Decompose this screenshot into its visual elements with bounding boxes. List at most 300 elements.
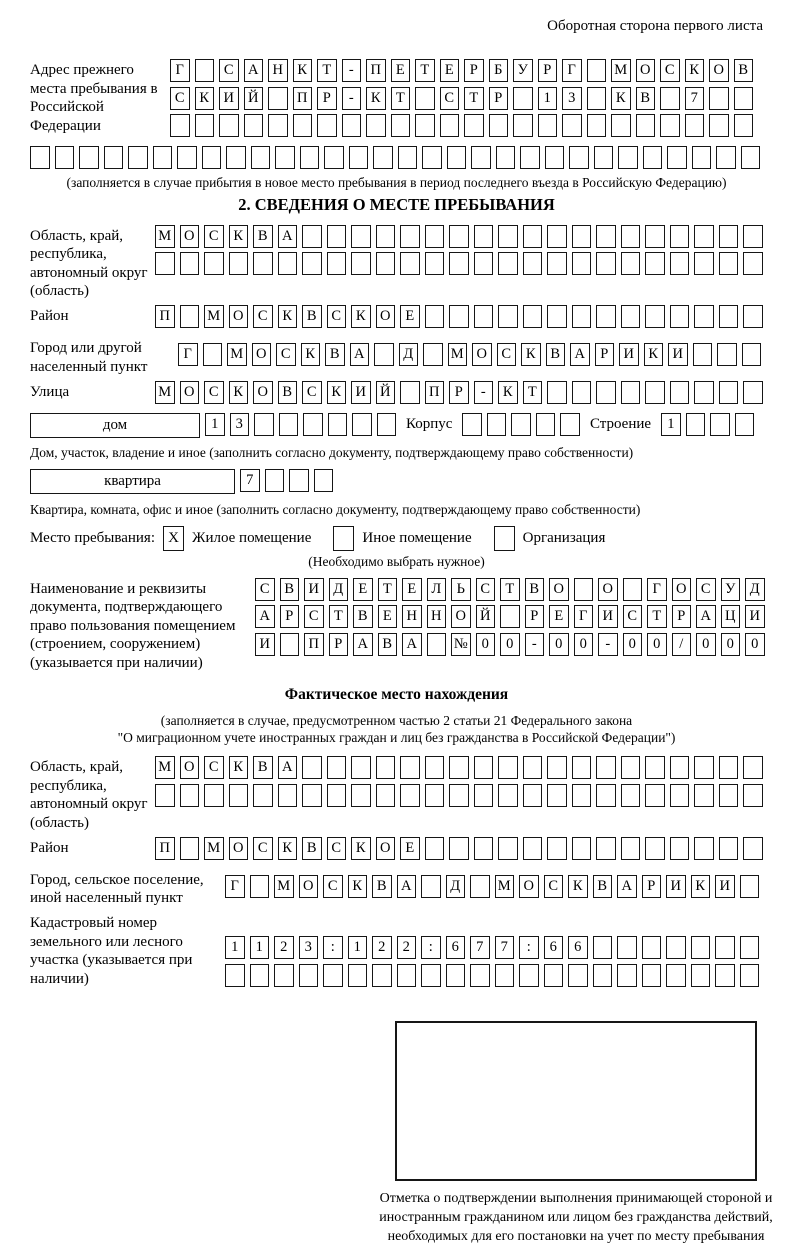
form-cell[interactable] bbox=[621, 756, 641, 779]
form-cell[interactable]: К bbox=[229, 381, 249, 404]
form-cell[interactable]: Н bbox=[402, 605, 422, 628]
form-cell[interactable] bbox=[692, 146, 712, 169]
form-cell[interactable]: Т bbox=[464, 87, 484, 110]
form-cell[interactable]: А bbox=[278, 225, 298, 248]
form-cell[interactable] bbox=[636, 114, 656, 137]
form-cell[interactable]: С bbox=[170, 87, 190, 110]
form-cell[interactable]: - bbox=[525, 633, 545, 656]
form-cell[interactable]: И bbox=[304, 578, 324, 601]
form-cell[interactable] bbox=[254, 413, 274, 436]
form-cell[interactable] bbox=[487, 413, 507, 436]
form-cell[interactable]: О bbox=[180, 756, 200, 779]
form-cell[interactable]: 7 bbox=[495, 936, 515, 959]
form-cell[interactable]: А bbox=[397, 875, 417, 898]
form-cell[interactable] bbox=[691, 964, 711, 987]
form-cell[interactable] bbox=[523, 784, 543, 807]
form-cell[interactable]: О bbox=[598, 578, 618, 601]
form-cell[interactable] bbox=[180, 305, 200, 328]
stay-type-checkbox-organization[interactable] bbox=[494, 526, 515, 551]
form-cell[interactable] bbox=[562, 114, 582, 137]
form-cell[interactable]: М bbox=[495, 875, 515, 898]
form-cell[interactable]: М bbox=[611, 59, 631, 82]
form-cell[interactable] bbox=[670, 305, 690, 328]
form-cell[interactable] bbox=[425, 837, 445, 860]
form-cell[interactable] bbox=[180, 784, 200, 807]
form-cell[interactable] bbox=[618, 146, 638, 169]
form-cell[interactable]: Д bbox=[399, 343, 419, 366]
form-cell[interactable] bbox=[449, 305, 469, 328]
form-cell[interactable] bbox=[400, 252, 420, 275]
form-cell[interactable] bbox=[314, 469, 334, 492]
form-cell[interactable]: О bbox=[672, 578, 692, 601]
form-cell[interactable] bbox=[719, 305, 739, 328]
form-cell[interactable]: Ц bbox=[721, 605, 741, 628]
stay-type-checkbox-other[interactable] bbox=[333, 526, 354, 551]
form-cell[interactable] bbox=[621, 837, 641, 860]
form-cell[interactable]: А bbox=[353, 633, 373, 656]
form-cell[interactable]: И bbox=[351, 381, 371, 404]
form-cell[interactable] bbox=[743, 837, 763, 860]
form-cell[interactable] bbox=[253, 252, 273, 275]
form-cell[interactable] bbox=[621, 252, 641, 275]
form-cell[interactable]: И bbox=[619, 343, 639, 366]
form-cell[interactable] bbox=[299, 964, 319, 987]
form-cell[interactable] bbox=[734, 114, 754, 137]
form-cell[interactable]: 6 bbox=[568, 936, 588, 959]
form-cell[interactable] bbox=[351, 225, 371, 248]
form-cell[interactable]: В bbox=[546, 343, 566, 366]
form-cell[interactable] bbox=[594, 146, 614, 169]
form-cell[interactable] bbox=[572, 225, 592, 248]
form-cell[interactable]: А bbox=[350, 343, 370, 366]
form-cell[interactable]: 2 bbox=[372, 936, 392, 959]
form-cell[interactable] bbox=[694, 837, 714, 860]
form-cell[interactable] bbox=[177, 146, 197, 169]
form-cell[interactable]: О bbox=[252, 343, 272, 366]
form-cell[interactable]: В bbox=[302, 837, 322, 860]
form-cell[interactable]: 0 bbox=[623, 633, 643, 656]
form-cell[interactable] bbox=[377, 413, 397, 436]
form-cell[interactable]: 1 bbox=[661, 413, 681, 436]
form-cell[interactable]: Р bbox=[538, 59, 558, 82]
form-cell[interactable] bbox=[229, 784, 249, 807]
form-cell[interactable] bbox=[523, 305, 543, 328]
form-cell[interactable]: П bbox=[155, 305, 175, 328]
form-cell[interactable] bbox=[351, 756, 371, 779]
form-cell[interactable] bbox=[317, 114, 337, 137]
form-cell[interactable] bbox=[709, 114, 729, 137]
form-cell[interactable]: М bbox=[227, 343, 247, 366]
form-cell[interactable]: К bbox=[351, 305, 371, 328]
form-cell[interactable]: Р bbox=[280, 605, 300, 628]
form-cell[interactable] bbox=[621, 225, 641, 248]
form-cell[interactable]: О bbox=[636, 59, 656, 82]
form-cell[interactable]: Р bbox=[329, 633, 349, 656]
form-cell[interactable]: В bbox=[525, 578, 545, 601]
form-cell[interactable] bbox=[596, 381, 616, 404]
form-cell[interactable]: В bbox=[636, 87, 656, 110]
form-cell[interactable]: К bbox=[685, 59, 705, 82]
form-cell[interactable]: И bbox=[745, 605, 765, 628]
form-cell[interactable] bbox=[694, 784, 714, 807]
form-cell[interactable] bbox=[425, 252, 445, 275]
form-cell[interactable]: Р bbox=[449, 381, 469, 404]
form-cell[interactable]: О bbox=[180, 381, 200, 404]
form-cell[interactable]: 2 bbox=[397, 936, 417, 959]
form-cell[interactable] bbox=[400, 381, 420, 404]
form-cell[interactable]: О bbox=[376, 837, 396, 860]
form-cell[interactable]: П bbox=[304, 633, 324, 656]
form-cell[interactable] bbox=[670, 784, 690, 807]
form-cell[interactable] bbox=[596, 225, 616, 248]
form-cell[interactable] bbox=[374, 343, 394, 366]
form-cell[interactable]: 1 bbox=[205, 413, 225, 436]
form-cell[interactable]: Г bbox=[574, 605, 594, 628]
form-cell[interactable]: С bbox=[255, 578, 275, 601]
form-cell[interactable] bbox=[743, 252, 763, 275]
form-cell[interactable]: К bbox=[348, 875, 368, 898]
form-cell[interactable] bbox=[596, 252, 616, 275]
form-cell[interactable] bbox=[715, 964, 735, 987]
form-cell[interactable] bbox=[202, 146, 222, 169]
form-cell[interactable] bbox=[376, 225, 396, 248]
form-cell[interactable] bbox=[229, 252, 249, 275]
form-cell[interactable]: Е bbox=[400, 837, 420, 860]
form-cell[interactable]: Е bbox=[440, 59, 460, 82]
form-cell[interactable] bbox=[498, 252, 518, 275]
form-cell[interactable]: С bbox=[204, 381, 224, 404]
form-cell[interactable]: С bbox=[323, 875, 343, 898]
form-cell[interactable] bbox=[324, 146, 344, 169]
form-cell[interactable]: С bbox=[544, 875, 564, 898]
form-cell[interactable]: О bbox=[299, 875, 319, 898]
form-cell[interactable] bbox=[180, 837, 200, 860]
form-cell[interactable]: К bbox=[366, 87, 386, 110]
form-cell[interactable] bbox=[670, 756, 690, 779]
form-cell[interactable]: С bbox=[304, 605, 324, 628]
form-cell[interactable] bbox=[715, 936, 735, 959]
form-cell[interactable] bbox=[180, 252, 200, 275]
form-cell[interactable]: Й bbox=[476, 605, 496, 628]
form-cell[interactable] bbox=[279, 413, 299, 436]
form-cell[interactable] bbox=[155, 784, 175, 807]
form-cell[interactable]: И bbox=[598, 605, 618, 628]
form-cell[interactable]: А bbox=[696, 605, 716, 628]
form-cell[interactable]: - bbox=[342, 87, 362, 110]
form-cell[interactable] bbox=[496, 146, 516, 169]
form-cell[interactable] bbox=[128, 146, 148, 169]
form-cell[interactable] bbox=[449, 784, 469, 807]
form-cell[interactable] bbox=[251, 146, 271, 169]
form-cell[interactable]: В bbox=[253, 756, 273, 779]
form-cell[interactable]: № bbox=[451, 633, 471, 656]
form-cell[interactable]: С bbox=[327, 837, 347, 860]
form-cell[interactable]: А bbox=[244, 59, 264, 82]
form-cell[interactable]: В bbox=[302, 305, 322, 328]
form-cell[interactable] bbox=[617, 936, 637, 959]
form-cell[interactable]: О bbox=[472, 343, 492, 366]
form-cell[interactable] bbox=[523, 837, 543, 860]
form-cell[interactable] bbox=[743, 784, 763, 807]
form-cell[interactable] bbox=[253, 784, 273, 807]
form-cell[interactable] bbox=[511, 413, 531, 436]
form-cell[interactable]: М bbox=[155, 225, 175, 248]
form-cell[interactable]: М bbox=[155, 381, 175, 404]
form-cell[interactable] bbox=[716, 146, 736, 169]
form-cell[interactable] bbox=[740, 875, 760, 898]
form-cell[interactable] bbox=[342, 114, 362, 137]
form-cell[interactable]: Р bbox=[642, 875, 662, 898]
form-cell[interactable] bbox=[596, 837, 616, 860]
form-cell[interactable] bbox=[645, 225, 665, 248]
form-cell[interactable] bbox=[670, 381, 690, 404]
form-cell[interactable] bbox=[743, 381, 763, 404]
form-cell[interactable]: 7 bbox=[470, 936, 490, 959]
form-cell[interactable]: Т bbox=[523, 381, 543, 404]
form-cell[interactable]: Н bbox=[268, 59, 288, 82]
form-cell[interactable] bbox=[735, 413, 755, 436]
form-cell[interactable] bbox=[372, 964, 392, 987]
form-cell[interactable] bbox=[104, 146, 124, 169]
form-cell[interactable]: Ь bbox=[451, 578, 471, 601]
form-cell[interactable] bbox=[593, 964, 613, 987]
form-cell[interactable] bbox=[398, 146, 418, 169]
form-cell[interactable]: Б bbox=[489, 59, 509, 82]
form-cell[interactable] bbox=[544, 964, 564, 987]
form-cell[interactable]: : bbox=[519, 936, 539, 959]
form-cell[interactable] bbox=[278, 784, 298, 807]
form-cell[interactable] bbox=[327, 225, 347, 248]
form-cell[interactable] bbox=[219, 114, 239, 137]
form-cell[interactable]: И bbox=[219, 87, 239, 110]
form-cell[interactable]: В bbox=[734, 59, 754, 82]
form-cell[interactable]: С bbox=[327, 305, 347, 328]
form-cell[interactable] bbox=[302, 252, 322, 275]
form-cell[interactable] bbox=[596, 784, 616, 807]
form-cell[interactable] bbox=[645, 305, 665, 328]
form-cell[interactable]: К bbox=[229, 225, 249, 248]
form-cell[interactable] bbox=[470, 964, 490, 987]
form-cell[interactable] bbox=[645, 381, 665, 404]
form-cell[interactable] bbox=[302, 225, 322, 248]
form-cell[interactable] bbox=[440, 114, 460, 137]
form-cell[interactable] bbox=[449, 837, 469, 860]
form-cell[interactable] bbox=[520, 146, 540, 169]
form-cell[interactable]: 0 bbox=[574, 633, 594, 656]
form-cell[interactable]: 6 bbox=[544, 936, 564, 959]
form-cell[interactable]: К bbox=[293, 59, 313, 82]
form-cell[interactable] bbox=[449, 756, 469, 779]
form-cell[interactable] bbox=[489, 114, 509, 137]
form-cell[interactable] bbox=[569, 146, 589, 169]
form-cell[interactable] bbox=[645, 756, 665, 779]
form-cell[interactable] bbox=[470, 875, 490, 898]
form-cell[interactable] bbox=[366, 114, 386, 137]
form-cell[interactable] bbox=[743, 305, 763, 328]
form-cell[interactable] bbox=[349, 146, 369, 169]
form-cell[interactable]: Л bbox=[427, 578, 447, 601]
form-cell[interactable]: 0 bbox=[500, 633, 520, 656]
form-cell[interactable] bbox=[691, 936, 711, 959]
form-cell[interactable]: С bbox=[219, 59, 239, 82]
form-cell[interactable] bbox=[293, 114, 313, 137]
form-cell[interactable]: Д bbox=[329, 578, 349, 601]
form-cell[interactable] bbox=[427, 633, 447, 656]
form-cell[interactable]: А bbox=[278, 756, 298, 779]
form-cell[interactable] bbox=[498, 305, 518, 328]
form-cell[interactable] bbox=[327, 252, 347, 275]
form-cell[interactable] bbox=[302, 784, 322, 807]
form-cell[interactable]: 7 bbox=[685, 87, 705, 110]
form-cell[interactable]: К bbox=[278, 305, 298, 328]
form-cell[interactable] bbox=[670, 837, 690, 860]
form-cell[interactable] bbox=[642, 964, 662, 987]
form-cell[interactable]: О bbox=[519, 875, 539, 898]
form-cell[interactable] bbox=[572, 305, 592, 328]
form-cell[interactable] bbox=[587, 59, 607, 82]
form-cell[interactable]: Г bbox=[178, 343, 198, 366]
form-cell[interactable]: К bbox=[521, 343, 541, 366]
form-cell[interactable] bbox=[376, 784, 396, 807]
form-cell[interactable]: 0 bbox=[721, 633, 741, 656]
form-cell[interactable]: С bbox=[660, 59, 680, 82]
form-cell[interactable] bbox=[195, 114, 215, 137]
form-cell[interactable] bbox=[498, 784, 518, 807]
form-cell[interactable]: О bbox=[229, 305, 249, 328]
form-cell[interactable] bbox=[538, 114, 558, 137]
form-cell[interactable] bbox=[55, 146, 75, 169]
form-cell[interactable] bbox=[717, 343, 737, 366]
form-cell[interactable] bbox=[547, 305, 567, 328]
form-cell[interactable] bbox=[694, 225, 714, 248]
form-cell[interactable] bbox=[474, 756, 494, 779]
form-cell[interactable]: А bbox=[570, 343, 590, 366]
form-cell[interactable]: У bbox=[721, 578, 741, 601]
form-cell[interactable] bbox=[547, 225, 567, 248]
form-cell[interactable] bbox=[351, 784, 371, 807]
form-cell[interactable]: Г bbox=[562, 59, 582, 82]
form-cell[interactable]: С bbox=[497, 343, 517, 366]
form-cell[interactable] bbox=[280, 633, 300, 656]
form-cell[interactable]: В bbox=[372, 875, 392, 898]
form-cell[interactable] bbox=[574, 578, 594, 601]
form-cell[interactable]: А bbox=[402, 633, 422, 656]
form-cell[interactable] bbox=[400, 225, 420, 248]
form-cell[interactable]: Й bbox=[376, 381, 396, 404]
form-cell[interactable] bbox=[498, 756, 518, 779]
form-cell[interactable] bbox=[250, 875, 270, 898]
form-cell[interactable]: И bbox=[668, 343, 688, 366]
form-cell[interactable] bbox=[621, 381, 641, 404]
form-cell[interactable] bbox=[268, 114, 288, 137]
form-cell[interactable]: 0 bbox=[476, 633, 496, 656]
form-cell[interactable] bbox=[587, 87, 607, 110]
form-cell[interactable] bbox=[572, 837, 592, 860]
form-cell[interactable]: 0 bbox=[647, 633, 667, 656]
form-cell[interactable] bbox=[446, 964, 466, 987]
form-cell[interactable] bbox=[545, 146, 565, 169]
form-cell[interactable] bbox=[666, 964, 686, 987]
form-cell[interactable]: Р bbox=[489, 87, 509, 110]
form-cell[interactable]: А bbox=[255, 605, 275, 628]
form-cell[interactable]: Т bbox=[378, 578, 398, 601]
form-cell[interactable] bbox=[743, 756, 763, 779]
form-cell[interactable] bbox=[547, 252, 567, 275]
form-cell[interactable] bbox=[425, 305, 445, 328]
form-cell[interactable]: 0 bbox=[745, 633, 765, 656]
form-cell[interactable] bbox=[474, 225, 494, 248]
form-cell[interactable]: Е bbox=[353, 578, 373, 601]
form-cell[interactable]: 2 bbox=[274, 936, 294, 959]
form-cell[interactable] bbox=[79, 146, 99, 169]
form-cell[interactable]: 1 bbox=[250, 936, 270, 959]
form-cell[interactable]: К bbox=[498, 381, 518, 404]
form-cell[interactable]: В bbox=[278, 381, 298, 404]
form-cell[interactable] bbox=[685, 114, 705, 137]
form-cell[interactable]: В bbox=[325, 343, 345, 366]
form-cell[interactable]: Т bbox=[317, 59, 337, 82]
form-cell[interactable]: К bbox=[195, 87, 215, 110]
form-cell[interactable]: : bbox=[323, 936, 343, 959]
form-cell[interactable] bbox=[686, 413, 706, 436]
form-cell[interactable] bbox=[204, 252, 224, 275]
form-cell[interactable] bbox=[719, 756, 739, 779]
form-cell[interactable]: М bbox=[448, 343, 468, 366]
form-cell[interactable]: П bbox=[425, 381, 445, 404]
form-cell[interactable]: С bbox=[253, 305, 273, 328]
form-cell[interactable]: М bbox=[274, 875, 294, 898]
form-cell[interactable] bbox=[660, 87, 680, 110]
form-cell[interactable]: Е bbox=[400, 305, 420, 328]
form-cell[interactable] bbox=[667, 146, 687, 169]
form-cell[interactable] bbox=[621, 305, 641, 328]
form-cell[interactable]: К bbox=[278, 837, 298, 860]
form-cell[interactable] bbox=[415, 87, 435, 110]
form-cell[interactable] bbox=[621, 784, 641, 807]
form-cell[interactable] bbox=[596, 756, 616, 779]
form-cell[interactable] bbox=[423, 343, 443, 366]
form-cell[interactable]: В bbox=[353, 605, 373, 628]
form-cell[interactable] bbox=[471, 146, 491, 169]
form-cell[interactable] bbox=[474, 837, 494, 860]
form-cell[interactable] bbox=[328, 413, 348, 436]
form-cell[interactable] bbox=[500, 605, 520, 628]
form-cell[interactable] bbox=[642, 936, 662, 959]
form-cell[interactable]: 7 bbox=[240, 469, 260, 492]
form-cell[interactable] bbox=[195, 59, 215, 82]
form-cell[interactable]: Т bbox=[415, 59, 435, 82]
form-cell[interactable]: М bbox=[204, 837, 224, 860]
form-cell[interactable]: К bbox=[301, 343, 321, 366]
form-cell[interactable]: О bbox=[709, 59, 729, 82]
form-cell[interactable]: О bbox=[451, 605, 471, 628]
form-cell[interactable] bbox=[352, 413, 372, 436]
form-cell[interactable] bbox=[474, 784, 494, 807]
form-cell[interactable] bbox=[523, 225, 543, 248]
form-cell[interactable]: К bbox=[229, 756, 249, 779]
form-cell[interactable]: 0 bbox=[696, 633, 716, 656]
form-cell[interactable] bbox=[498, 837, 518, 860]
form-cell[interactable] bbox=[719, 225, 739, 248]
form-cell[interactable]: Т bbox=[391, 87, 411, 110]
form-cell[interactable] bbox=[670, 225, 690, 248]
form-cell[interactable]: Д bbox=[745, 578, 765, 601]
form-cell[interactable]: / bbox=[672, 633, 692, 656]
form-cell[interactable] bbox=[425, 756, 445, 779]
form-cell[interactable] bbox=[327, 756, 347, 779]
form-cell[interactable] bbox=[623, 578, 643, 601]
form-cell[interactable] bbox=[400, 756, 420, 779]
